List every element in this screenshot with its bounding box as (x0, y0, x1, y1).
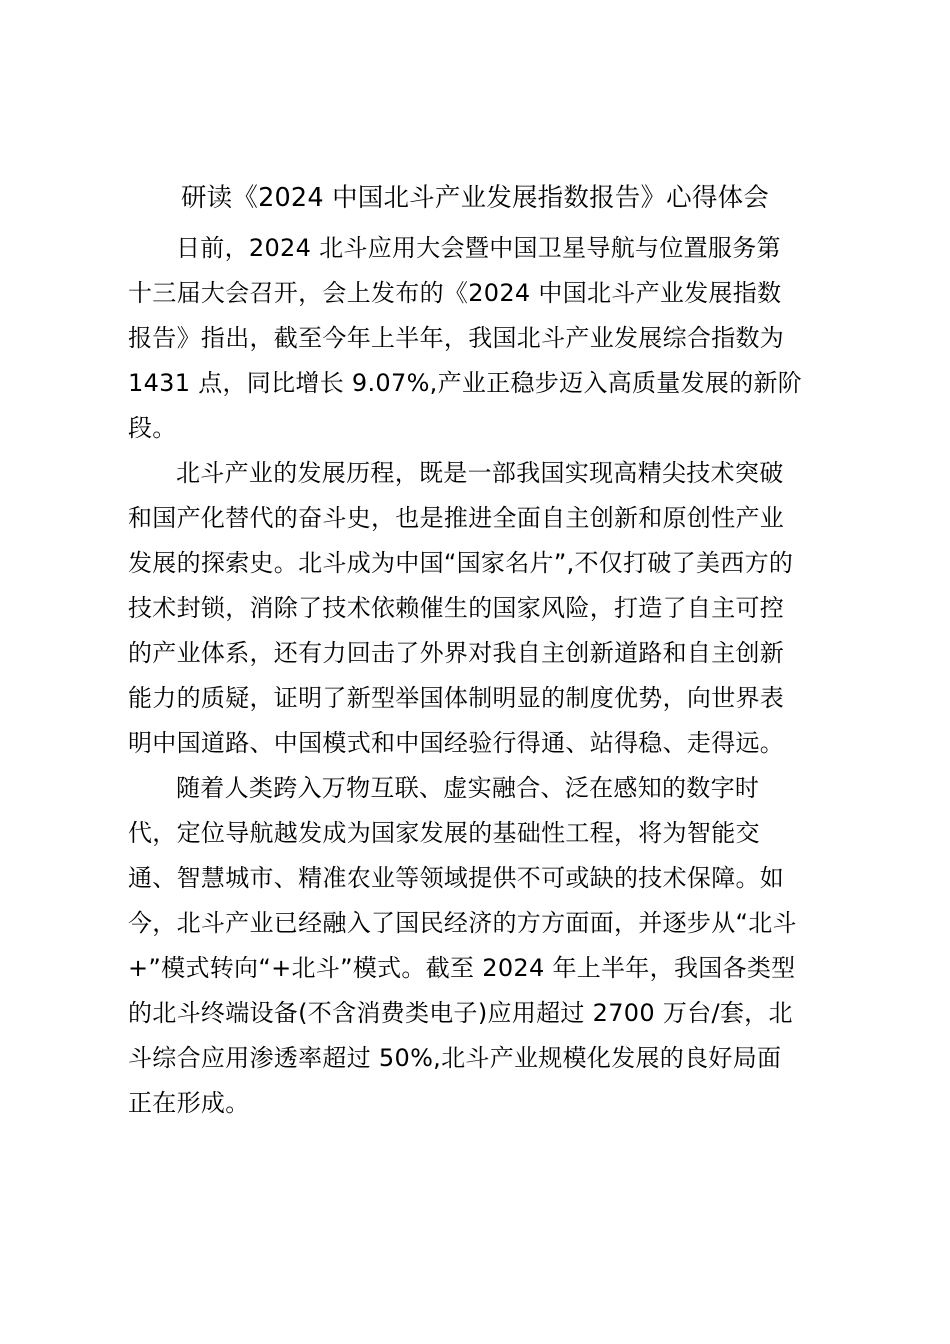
paragraph-line: 明中国道路、中国模式和中国经验行得通、站得稳、走得远。 (128, 729, 785, 757)
paragraph-line: 随着人类跨入万物互联、虚实融合、泛在感知的数字时 (176, 774, 760, 802)
paragraph-line: 的产业体系，还有力回击了外界对我自主创新道路和自主创新 (128, 639, 785, 667)
paragraph-line: 段。 (128, 414, 177, 442)
paragraph-line: 能力的质疑，证明了新型举国体制明显的制度优势，向世界表 (128, 684, 785, 712)
paragraph-line: 今，北斗产业已经融入了国民经济的方方面面，并逐步从“北斗 (128, 909, 797, 937)
paragraph-line: 北斗产业的发展历程，既是一部我国实现高精尖技术突破 (176, 459, 784, 487)
paragraph-line: 十三届大会召开，会上发布的《2024 中国北斗产业发展指数 (128, 279, 782, 307)
paragraph-line: 通、智慧城市、精准农业等领域提供不可或缺的技术保障。如 (128, 864, 785, 892)
paragraph-line: +”模式转向“+北斗”模式。截至 2024 年上半年，我国各类型 (128, 954, 796, 982)
document-title: 研读《2024 中国北斗产业发展指数报告》心得体会 (180, 183, 769, 213)
paragraph-line: 斗综合应用渗透率超过 50%,北斗产业规模化发展的良好局面 (128, 1044, 782, 1072)
paragraph-line: 的北斗终端设备(不含消费类电子)应用超过 2700 万台/套，北 (128, 999, 793, 1027)
paragraph-line: 和国产化替代的奋斗史，也是推进全面自主创新和原创性产业 (128, 504, 785, 532)
paragraph-line: 技术封锁，消除了技术依赖催生的国家风险，打造了自主可控 (128, 594, 785, 622)
paragraph-line: 正在形成。 (128, 1089, 250, 1117)
paragraph-line: 发展的探索史。北斗成为中国“国家名片”,不仅打破了美西方的 (128, 549, 794, 577)
paragraph-line: 日前，2024 北斗应用大会暨中国卫星导航与位置服务第 (176, 234, 781, 262)
paragraph-line: 1431 点，同比增长 9.07%,产业正稳步迈入高质量发展的新阶 (128, 369, 803, 397)
paragraph-line: 报告》指出，截至今年上半年，我国北斗产业发展综合指数为 (128, 324, 785, 352)
paragraph-line: 代，定位导航越发成为国家发展的基础性工程，将为智能交 (128, 819, 760, 847)
